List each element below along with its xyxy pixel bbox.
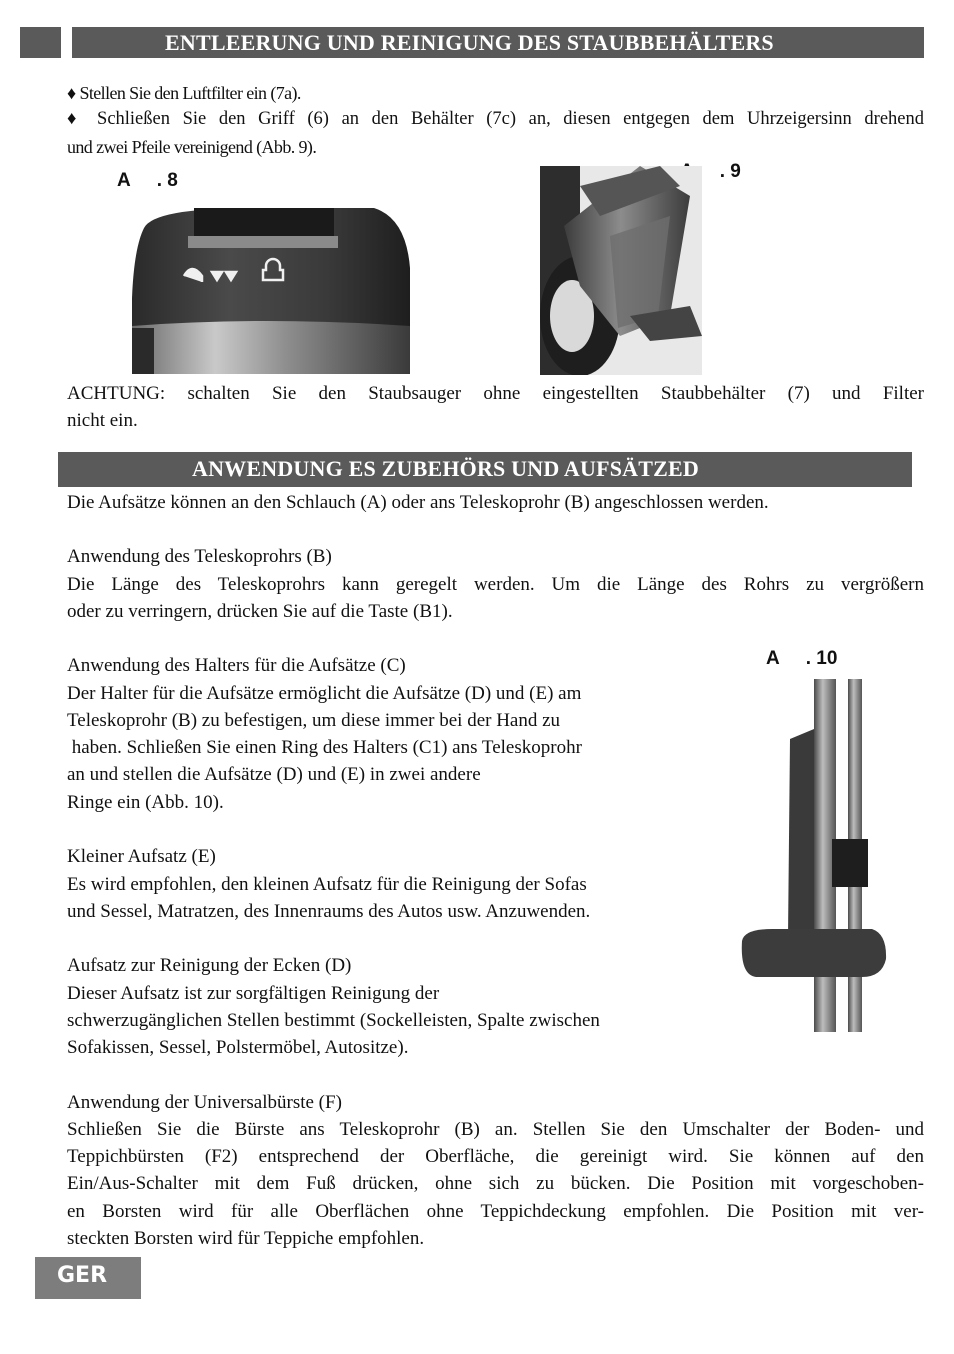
figure-10-caption bbox=[766, 648, 837, 670]
holder-line: Der Halter für die Aufsätze ermöglicht die Aufsätze (D) und (E) am bbox=[67, 683, 582, 704]
corner-nozzle-line: Dieser Aufsatz ist zur sorgfältigen Reinigung der bbox=[67, 983, 440, 1004]
holder-heading: Anwendung des Halters für die Aufsätze (C) bbox=[67, 655, 406, 676]
telescopic-line1: Die Länge des Teleskoprohrs kann geregelt werden. Um die Länge des Rohrs zu vergrößern bbox=[67, 574, 924, 595]
holder-line: Ringe ein (Abb. 10). bbox=[67, 792, 224, 813]
brush-line: Teppichbürsten (F2) entsprechend der Oberfläche, die gereinigt wird. Sie können auf den bbox=[67, 1146, 924, 1167]
figure-10-number: . 10 bbox=[805, 648, 838, 669]
holder-line: an und stellen die Aufsätze (D) und (E) in zwei andere bbox=[67, 764, 481, 785]
figure-10-image bbox=[732, 679, 890, 1032]
figure-9-image bbox=[540, 166, 702, 375]
section-title-bar bbox=[58, 452, 912, 487]
telescopic-line2: oder zu verringern, drücken Sie auf die Taste (B1). bbox=[67, 601, 453, 622]
figure-9-number: . 9 bbox=[719, 161, 741, 182]
bullet-air-filter: ♦ Stellen Sie den Luftfilter ein (7a). bbox=[67, 83, 301, 103]
bullet-handle-line1: ♦ Schließen Sie den Griff (6) an den Behälter (7c) an, diesen entgegen dem Uhrzeigersinn drehend bbox=[67, 109, 924, 129]
accessories-intro: Die Aufsätze können an den Schlauch (A) oder ans Teleskoprohr (B) angeschlossen werden. bbox=[67, 492, 769, 513]
brush-line: Ein/Aus-Schalter mit dem Fuß drücken, ohne sich zu bücken. Die Position mit vorgeschoben- bbox=[67, 1173, 924, 1194]
header-square bbox=[20, 27, 61, 58]
holder-line: Teleskoprohr (B) zu befestigen, um diese immer bei der Hand zu bbox=[67, 710, 561, 731]
warning-line2: nicht ein. bbox=[67, 410, 138, 431]
language-tab bbox=[35, 1257, 141, 1299]
page-title-bar bbox=[72, 27, 924, 58]
corner-nozzle-line: schwerzugänglichen Stellen bestimmt (Sockelleisten, Spalte zwischen bbox=[67, 1010, 600, 1031]
small-nozzle-line: und Sessel, Matratzen, des Innenraums des Autos usw. Anzuwenden. bbox=[67, 901, 591, 922]
small-nozzle-line: Es wird empfohlen, den kleinen Aufsatz für die Reinigung der Sofas bbox=[67, 874, 587, 895]
page-title: ENTLEERUNG UND REINIGUNG DES STAUBBEHÄLTERS bbox=[165, 30, 774, 55]
figure-8-image bbox=[114, 208, 432, 374]
figure-10-letter: A bbox=[766, 648, 780, 669]
corner-nozzle-line: Sofakissen, Sessel, Polstermöbel, Autositze). bbox=[67, 1037, 409, 1058]
warning-line1: ACHTUNG: schalten Sie den Staubsauger ohne eingestellten Staubbehälter (7) und Filter bbox=[67, 383, 924, 404]
figure-8-letter: A bbox=[117, 170, 131, 191]
section-title: ANWENDUNG ES ZUBEHÖRS UND AUFSÄTZED bbox=[192, 456, 699, 481]
small-nozzle-heading: Kleiner Aufsatz (E) bbox=[67, 846, 216, 867]
brush-heading: Anwendung der Universalbürste (F) bbox=[67, 1092, 342, 1113]
figure-8-caption bbox=[117, 170, 178, 192]
brush-line: Schließen Sie die Bürste ans Teleskoprohr (B) an. Stellen Sie den Umschalter der Boden- und bbox=[67, 1119, 924, 1140]
brush-line: en Borsten wird für alle Oberflächen ohne Teppichdeckung empfohlen. Die Position mit ver- bbox=[67, 1201, 924, 1222]
bullet-handle-line2: und zwei Pfeile vereinigend (Abb. 9). bbox=[67, 137, 317, 157]
language-label: GER bbox=[57, 1263, 108, 1288]
figure-8-number: . 8 bbox=[156, 170, 178, 191]
telescopic-heading: Anwendung des Teleskoprohrs (B) bbox=[67, 546, 332, 567]
brush-line: steckten Borsten wird für Teppiche empfohlen. bbox=[67, 1228, 425, 1249]
holder-line: haben. Schließen Sie einen Ring des Halters (C1) ans Teleskoprohr bbox=[67, 737, 582, 758]
corner-nozzle-heading: Aufsatz zur Reinigung der Ecken (D) bbox=[67, 955, 352, 976]
